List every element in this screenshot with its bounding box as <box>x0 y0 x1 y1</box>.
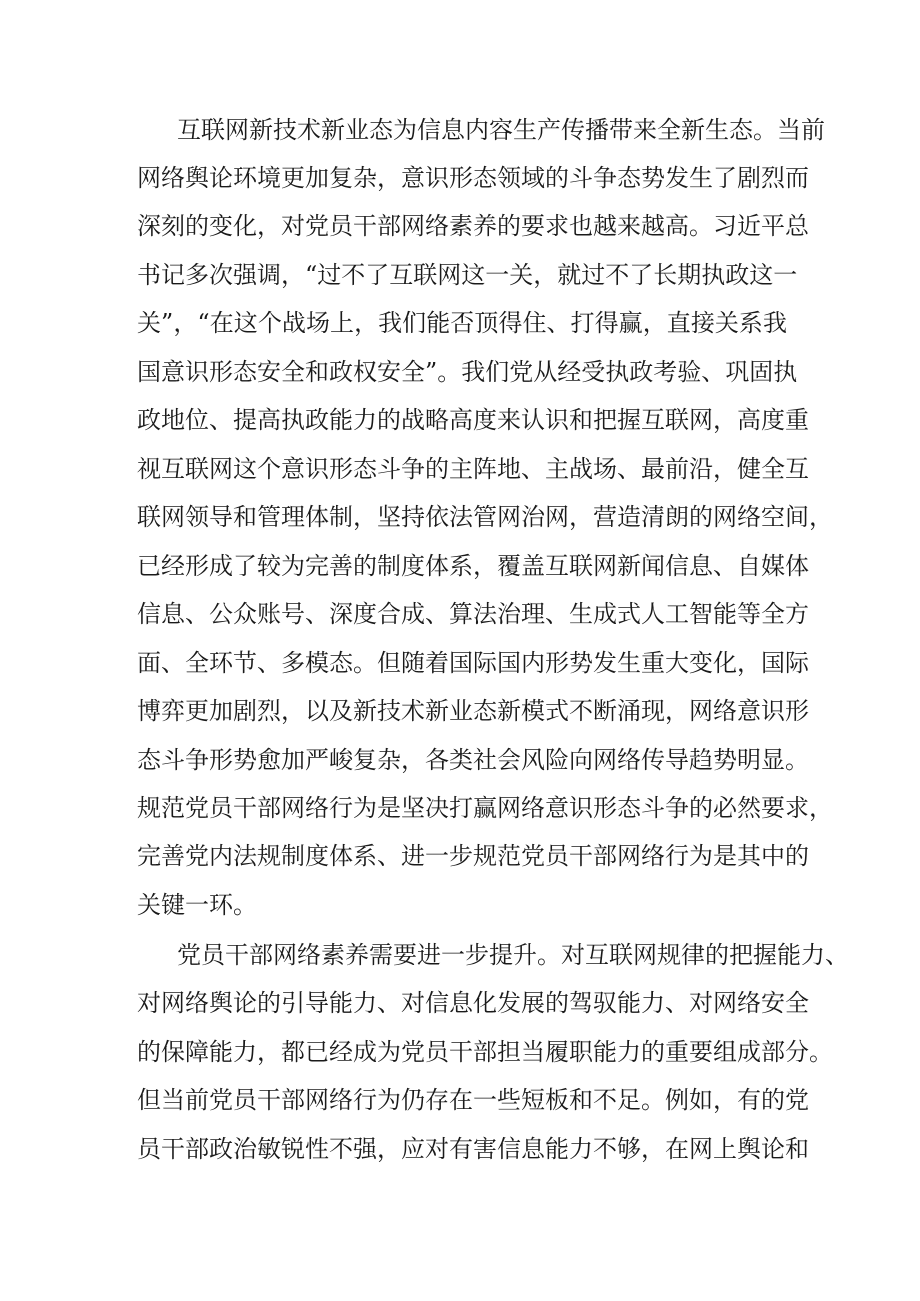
paragraph-1-line-4: 书记多次强调，“过不了互联网这一关，就过不了长期执政这一 <box>137 261 798 289</box>
paragraph-1-line-2: 网络舆论环境更加复杂，意识形态领域的斗争态势发生了剧烈而 <box>137 164 809 192</box>
paragraph-1-line-8: 视互联网这个意识形态斗争的主阵地、主战场、最前沿，健全互 <box>137 455 809 483</box>
paragraph-1-line-9: 联网领导和管理体制，坚持依法管网治网，营造清朗的网络空间， <box>137 503 833 531</box>
paragraph-2-line-3: 的保障能力，都已经成为党员干部担当履职能力的重要组成部分。 <box>137 1038 833 1066</box>
paragraph-1-line-10: 已经形成了较为完善的制度体系，覆盖互联网新闻信息、自媒体 <box>137 552 809 580</box>
paragraph-1-line-12: 面、全环节、多模态。但随着国际国内形势发生重大变化，国际 <box>137 649 809 677</box>
paragraph-2-line-1: 党员干部网络素养需要进一步提升。对互联网规律的把握能力、 <box>177 941 849 969</box>
paragraph-2-line-5: 员干部政治敏锐性不强，应对有害信息能力不够，在网上舆论和 <box>137 1135 809 1163</box>
paragraph-1-line-17: 关键一环。 <box>137 891 257 919</box>
paragraph-1-line-5: 关”，“在这个战场上，我们能否顶得住、打得赢，直接关系我 <box>137 309 787 337</box>
paragraph-1-line-6: 国意识形态安全和政权安全”。我们党从经受执政考验、巩固执 <box>137 358 798 386</box>
paragraph-1-line-3: 深刻的变化，对党员干部网络素养的要求也越来越高。习近平总 <box>137 212 809 240</box>
paragraph-1-line-13: 博弈更加剧烈，以及新技术新业态新模式不断涌现，网络意识形 <box>137 697 809 725</box>
paragraph-1-line-1: 互联网新技术新业态为信息内容生产传播带来全新生态。当前 <box>177 116 825 144</box>
paragraph-1-line-11: 信息、公众账号、深度合成、算法治理、生成式人工智能等全方 <box>137 600 809 628</box>
paragraph-2-line-2: 对网络舆论的引导能力、对信息化发展的驾驭能力、对网络安全 <box>137 989 809 1017</box>
paragraph-1-line-14: 态斗争形势愈加严峻复杂，各类社会风险向网络传导趋势明显。 <box>137 746 809 774</box>
paragraph-1-line-7: 政地位、提高执政能力的战略高度来认识和把握互联网，高度重 <box>137 406 809 434</box>
paragraph-1-line-15: 规范党员干部网络行为是坚决打赢网络意识形态斗争的必然要求， <box>137 794 833 822</box>
paragraph-1-line-16: 完善党内法规制度体系、进一步规范党员干部网络行为是其中的 <box>137 842 809 870</box>
paragraph-2-line-4: 但当前党员干部网络行为仍存在一些短板和不足。例如，有的党 <box>137 1086 809 1114</box>
